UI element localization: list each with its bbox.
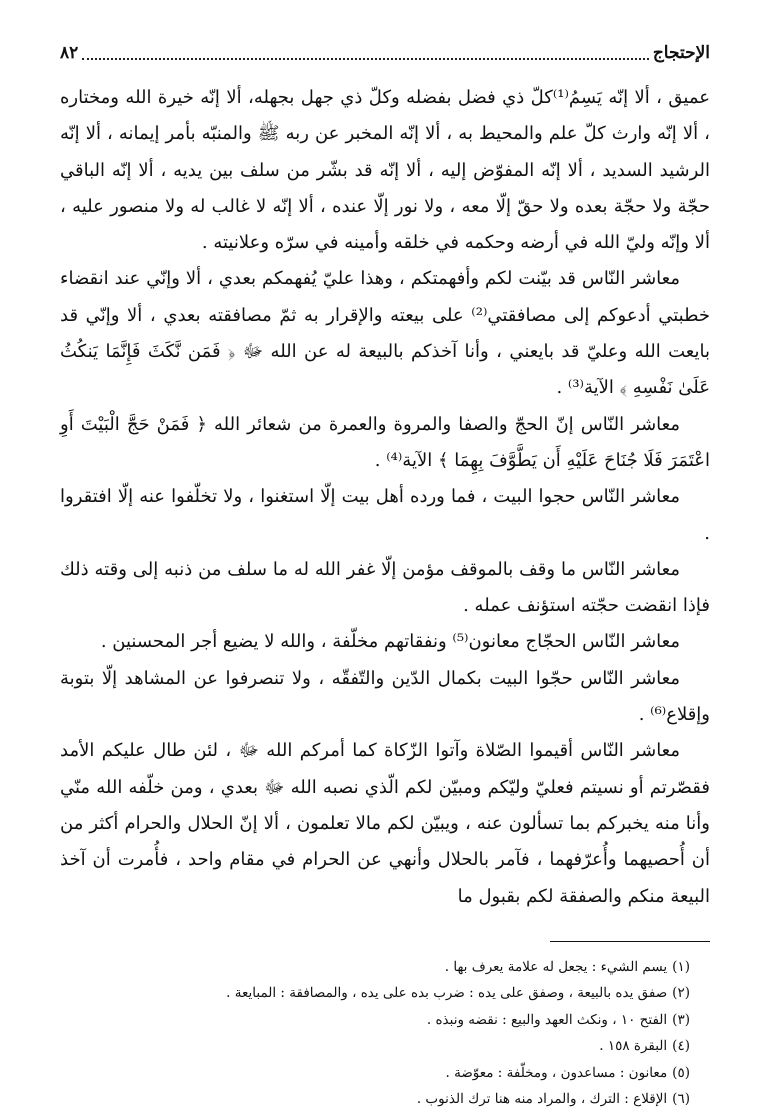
- footnotes: [60, 954, 710, 1113]
- running-title: الإحتجاج: [652, 43, 710, 63]
- book-page: [60, 38, 710, 1108]
- footnote: [60, 1086, 710, 1113]
- paragraph: معاشر النّاس إنّ الحجّ والصفا والمروة والعمرة من شعائر الله ﴿ فَمَنْ حَجَّ الْبَيْتَ أَوِ اعْتَمَرَ فَلَا جُنَاحَ عَلَيْهِ أَن يَطَّوَّفَ بِهِمَا ﴾ الآية⁽⁴⁾ .: [60, 413, 710, 471]
- footnote-separator: [550, 941, 710, 942]
- footnote: [60, 954, 710, 981]
- running-header: [60, 38, 710, 68]
- page-number: ٨٢: [60, 43, 79, 63]
- paragraph: عميق ، ألا إنّه يَسِمُ⁽¹⁾كلّ ذي فضل بفضله وكلّ ذي جهل بجهله، ألا إنّه خيرة الله ومختاره ، ألا إنّه وارث كلّ علم والمحيط به ، ألا إنّه المخبر عن ربه ﷺ والمنبّه بأمر إيمانه ، ألا إنّه الرشيد السديد ، ألا إنّه المفوّض إليه ، ألا إنّه قد بشّر من سلف بين يديه ، ألا إنّه الباقي حجّة ولا حجّة بعده ولا حقّ إلّا معه ، ولا نور إلّا عنده ، ألا إنّه لا غالب له ولا منصور عليه ، ألا وإنّه وليّ الله في أرضه وحكمه في خلقه وأمينه في سرّه وعلانيته .: [60, 87, 710, 254]
- footnote-text: يسم الشيء : يجعل له علامة يعرف بها .: [444, 958, 668, 975]
- footnote-text: الإقلاع : الترك ، والمراد منه هنا ترك الذنوب .: [416, 1091, 668, 1108]
- paragraph: معاشر النّاس أقيموا الصّلاة وآتوا الزّكاة كما أمركم الله ﷻ ، لئن طال عليكم الأمد فقصّرتم أو نسيتم فعليّ وليّكم ومبيّن لكم الّذي نصبه الله ﷻ بعدي ، ومن خلّفه الله منّي وأنا منه يخبركم بما تسألون عنه ، ويبيّن لكم مالا تعلمون ، ألا إنّ الحلال والحرام أكثر من أن أُحصيهما وأُعرّفهما ، فآمر بالحلال وأنهي عن الحرام في مقام واحد ، فأُمرت أن آخذ البيعة منكم والصفقة لكم بقبول ما: [60, 740, 710, 907]
- footnote: [60, 1033, 710, 1060]
- footnote-number: (٦): [672, 1091, 690, 1108]
- footnote-number: (٥): [672, 1064, 690, 1081]
- paragraph: معاشر النّاس قد بيّنت لكم وأفهمتكم ، وهذا عليّ يُفهمكم بعدي ، ألا وإنّي عند انقضاء خطبتي أدعوكم إلى مصافقتي⁽²⁾ على بيعته والإقرار به ثمّ مصافقته بعدي ، ألا وإنّي قد بايعت الله وعليّ قد بايعني ، وأنا آخذكم بالبيعة له عن الله ﷻ ﴿ فَمَن نَّكَثَ فَإِنَّمَا يَنكُثُ عَلَىٰ نَفْسِهِ ﴾ الآية⁽³⁾ .: [60, 268, 710, 399]
- paragraph: معاشر النّاس حجوا البيت ، فما ورده أهل بيت إلّا استغنوا ، ولا تخلّفوا عنه إلّا افتقروا .: [60, 486, 710, 544]
- footnote: [60, 980, 710, 1007]
- footnote-text: معانون : مساعدون ، ومخلّفة : معوّضة .: [445, 1064, 668, 1081]
- footnote: [60, 1060, 710, 1087]
- footnote-text: الفتح ١٠ ، ونكث العهد والبيع : نقضه ونبذه .: [426, 1011, 668, 1028]
- footnote-number: (٤): [672, 1038, 690, 1055]
- paragraph: معاشر النّاس ما وقف بالموقف مؤمن إلّا غفر الله له ما سلف من ذنبه إلى وقته ذلك فإذا انقضت حجّته استؤنف عمله .: [60, 558, 710, 617]
- footnote: [60, 1007, 710, 1034]
- footnote-text: صفق يده بالبيعة ، وصفق على يده : ضرب بده على يده ، والمصافقة : المبايعة .: [226, 985, 668, 1002]
- main-text: [60, 80, 710, 915]
- paragraph: معاشر النّاس الحجّاج معانون⁽⁵⁾ ونفقاتهم مخلّفة ، والله لا يضيع أجر المحسنين .: [100, 631, 680, 653]
- footnote-number: (١): [672, 958, 690, 975]
- footnote-text: البقرة ١٥٨ .: [599, 1038, 668, 1055]
- paragraph: معاشر النّاس حجّوا البيت بكمال الدّين والتّفقّه ، ولا تنصرفوا عن المشاهد إلّا بتوبة وإقلاع⁽⁶⁾ .: [60, 667, 710, 726]
- footnote-number: (٣): [672, 1011, 690, 1028]
- footnote-number: (٢): [672, 985, 690, 1002]
- header-dot-leader: [82, 58, 649, 60]
